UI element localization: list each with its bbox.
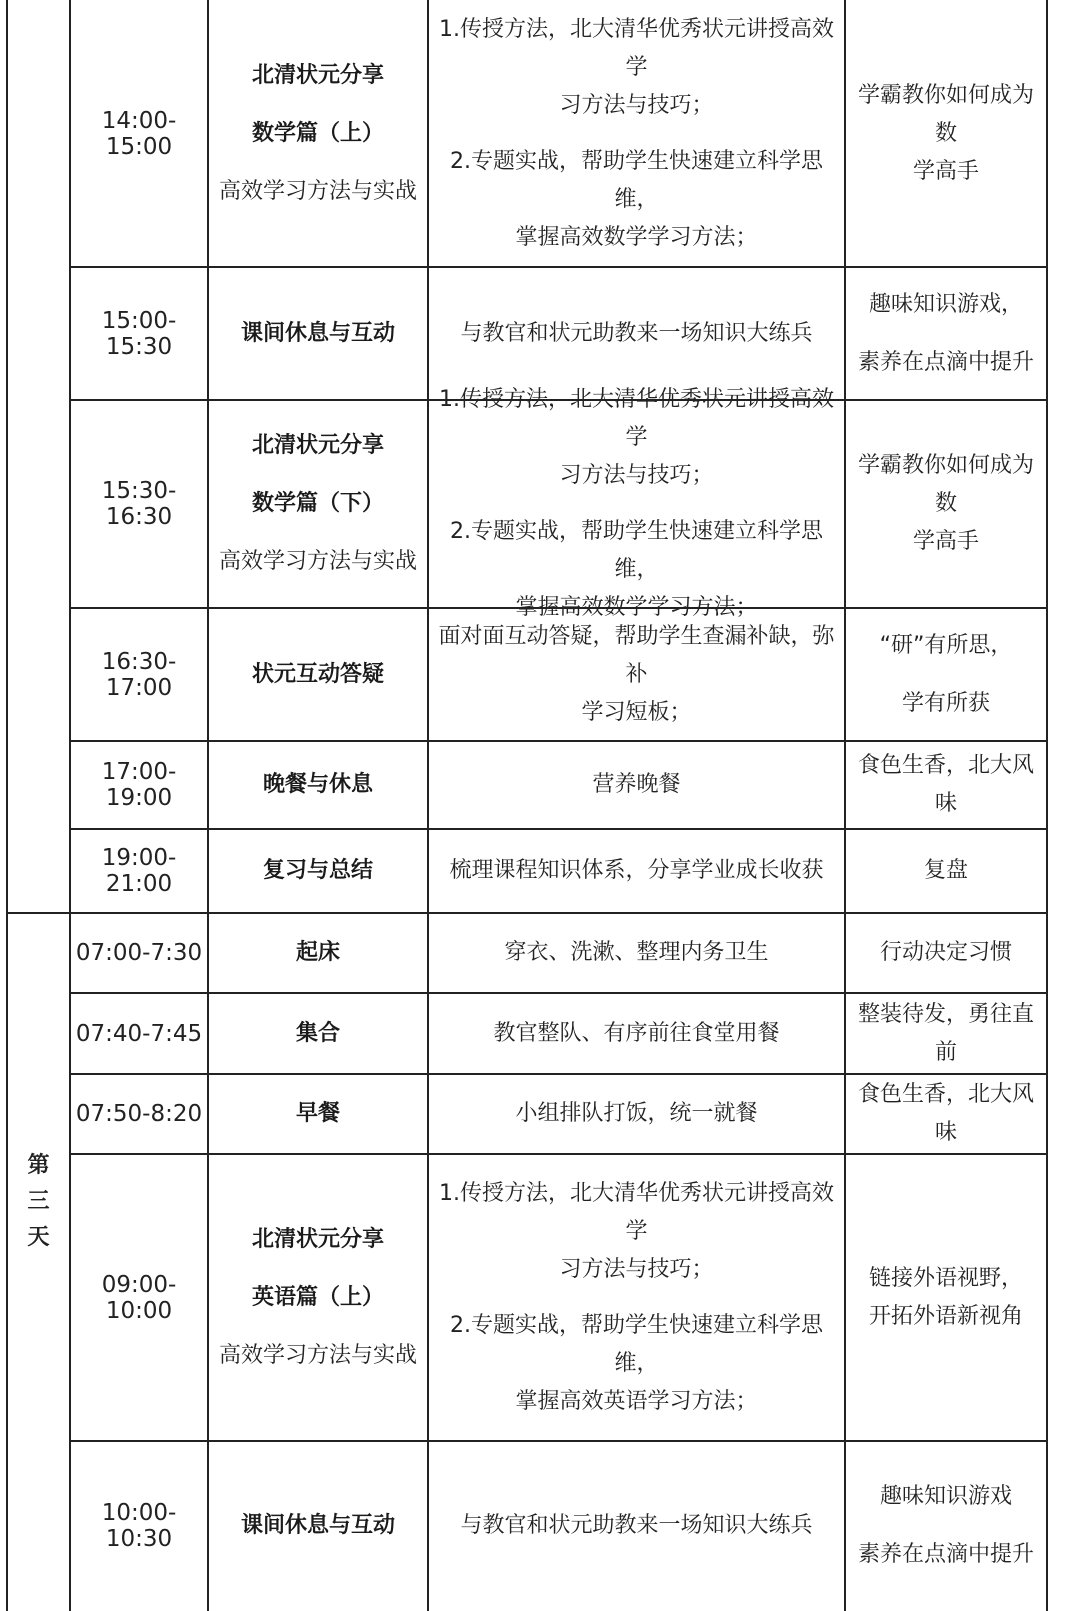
content-cell [428,913,845,993]
session-subtitle: 高效学习方法与实战 [218,178,417,204]
day-label-char: 三 [27,1189,50,1214]
content-line: 营养晚餐 [592,772,681,797]
session-title-cell [208,1441,428,1611]
content-cell [428,741,845,829]
time-cell [70,608,208,741]
session-title: 北清状元分享 [251,1226,384,1252]
paragraph-gap [434,125,839,143]
time-cell [70,829,208,913]
note-text [845,1076,1047,1152]
session-subtitle: 高效学习方法与实战 [218,549,417,574]
session-title-cell [208,1074,428,1154]
note-text [854,1468,1038,1584]
note-line: 素养在点滴中提升 [857,349,1034,375]
time-text: 07:50-8:20 [75,1101,203,1127]
session-title: 数学篇（下） [251,491,384,516]
session-title: 北清状元分享 [251,62,384,88]
note-cell [845,1441,1047,1611]
session-title: 集合 [295,1020,340,1046]
time-text: 15:30-16:30 [101,478,177,530]
note-cell [845,400,1047,608]
time-text: 07:00-7:30 [75,940,203,966]
content-line: 习方法与技巧； [559,463,714,488]
content-line: 1.传授方法，北大清华优秀状元讲授高效学 [439,1180,834,1244]
session-title-cell [208,829,428,913]
note-text [920,852,972,890]
note-cell [845,829,1047,913]
note-cell [845,608,1047,741]
content-line: 1.传授方法，北大清华优秀状元讲授高效学 [439,16,834,80]
time-cell [70,1074,208,1154]
note-line: 学有所获 [901,690,990,716]
content-text [498,934,774,972]
content-cell [428,1441,845,1611]
content-line: 教官整队、有序前往食堂用餐 [493,1020,780,1046]
session-title-cell [208,267,428,400]
content-cell [428,1074,845,1154]
session-title: 英语篇（上） [251,1284,384,1310]
content-line: 穿衣、洗漱、整理内务卫生 [504,940,769,965]
session-subtitle: 高效学习方法与实战 [218,1342,417,1368]
day-label-char: 第 [27,1153,50,1178]
content-cell [428,1154,845,1441]
content-text [428,11,845,257]
note-cell [845,993,1047,1074]
session-title: 晚餐与休息 [262,772,373,797]
content-text [586,766,686,804]
session-title: 状元互动答疑 [251,661,384,687]
time-cell [70,1441,208,1611]
note-cell [845,0,1047,267]
time-cell [70,267,208,400]
time-text: 17:00-19:00 [101,759,177,811]
content-line: 小组排队打饭，统一就餐 [515,1101,758,1126]
time-cell [70,0,208,267]
note-line: 趣味知识游戏 [879,1484,1012,1509]
note-cell [845,1154,1047,1441]
content-cell [428,829,845,913]
note-line: 素养在点滴中提升 [857,1542,1034,1567]
session-title: 复习与总结 [262,858,373,883]
time-text: 07:40-7:45 [75,1020,203,1047]
time-text: 19:00-21:00 [101,845,177,897]
session-title: 北清状元分享 [251,433,384,458]
content-text [487,1015,785,1053]
time-cell [70,913,208,993]
note-text [876,617,1017,733]
content-line: 与教官和状元助教来一场知识大练兵 [460,1513,813,1538]
session-title-cell [208,741,428,829]
paragraph-gap [434,495,839,513]
session-title-cell [208,993,428,1074]
time-text: 15:00-15:30 [101,307,177,360]
content-cell [428,0,845,267]
content-line: 学习短板； [581,699,692,725]
note-line: 整装待发，勇往直前 [857,1001,1034,1065]
content-line: 面对面互动答疑，帮助学生查漏补缺，弥补 [438,623,835,687]
session-title-cell [208,400,428,608]
time-text: 14:00-15:00 [101,107,177,160]
content-cell [428,608,845,741]
note-text [854,276,1038,392]
note-line: “研”有所思， [879,632,1013,658]
session-title: 早餐 [295,1101,340,1126]
content-line: 1.传授方法，北大清华优秀状元讲授高效学 [439,387,834,450]
content-line: 与教官和状元助教来一场知识大练兵 [460,320,813,346]
content-line: 掌握高效数学学习方法； [515,224,758,250]
time-cell [70,400,208,608]
time-cell [70,741,208,829]
content-line: 掌握高效英语学习方法； [515,1388,758,1414]
session-title-cell [208,0,428,267]
note-line: 行动决定习惯 [879,940,1012,965]
time-cell [70,993,208,1074]
note-text [845,747,1047,823]
note-line: 学高手 [912,158,979,184]
note-cell [845,267,1047,400]
session-title-cell [208,1154,428,1441]
note-line: 复盘 [923,858,968,883]
time-cell [70,1154,208,1441]
content-text [428,618,845,732]
day-label-char: 天 [27,1225,50,1250]
paragraph-gap [434,1289,839,1307]
content-line: 梳理课程知识体系，分享学业成长收获 [449,858,824,883]
time-text: 16:30-17:00 [101,648,177,701]
note-text [876,934,1016,972]
content-text [454,1507,818,1545]
content-text [509,1095,763,1133]
note-line: 开拓外语新视角 [868,1303,1023,1329]
note-line: 学高手 [912,529,979,554]
session-title-cell [208,608,428,741]
note-text [845,447,1047,561]
content-line: 2.专题实战，帮助学生快速建立科学思维， [450,1312,823,1376]
note-cell [845,741,1047,829]
content-cell [428,387,845,620]
note-cell [845,1074,1047,1154]
note-line: 链接外语视野， [868,1265,1023,1291]
note-line: 食色生香，北大风味 [857,753,1034,816]
content-text [443,852,829,890]
session-title: 起床 [295,940,340,965]
content-text [454,315,818,353]
note-line: 学霸教你如何成为数 [857,82,1034,146]
note-line: 学霸教你如何成为数 [857,453,1034,516]
time-text: 09:00-10:00 [101,1271,177,1324]
content-line: 掌握高效数学学习方法； [515,595,758,620]
note-cell [845,913,1047,993]
content-text [428,1175,845,1421]
content-line: 2.专题实战，帮助学生快速建立科学思维， [450,148,823,212]
day-label-cell [7,913,70,1611]
session-title: 数学篇（上） [251,120,384,146]
note-text [865,1260,1027,1336]
session-title: 课间休息与互动 [240,320,395,346]
note-line: 趣味知识游戏， [868,291,1023,317]
note-text [845,77,1047,191]
session-title: 课间休息与互动 [240,1513,395,1538]
content-cell [428,993,845,1074]
content-line: 2.专题实战，帮助学生快速建立科学思维， [450,519,823,582]
note-line: 食色生香，北大风味 [857,1082,1034,1145]
session-title-cell [208,913,428,993]
content-text [428,381,845,627]
note-text [845,996,1047,1072]
day-label [27,1148,49,1256]
content-line: 习方法与技巧； [559,92,714,118]
time-text: 10:00-10:30 [101,1500,177,1552]
content-line: 习方法与技巧； [559,1256,714,1282]
